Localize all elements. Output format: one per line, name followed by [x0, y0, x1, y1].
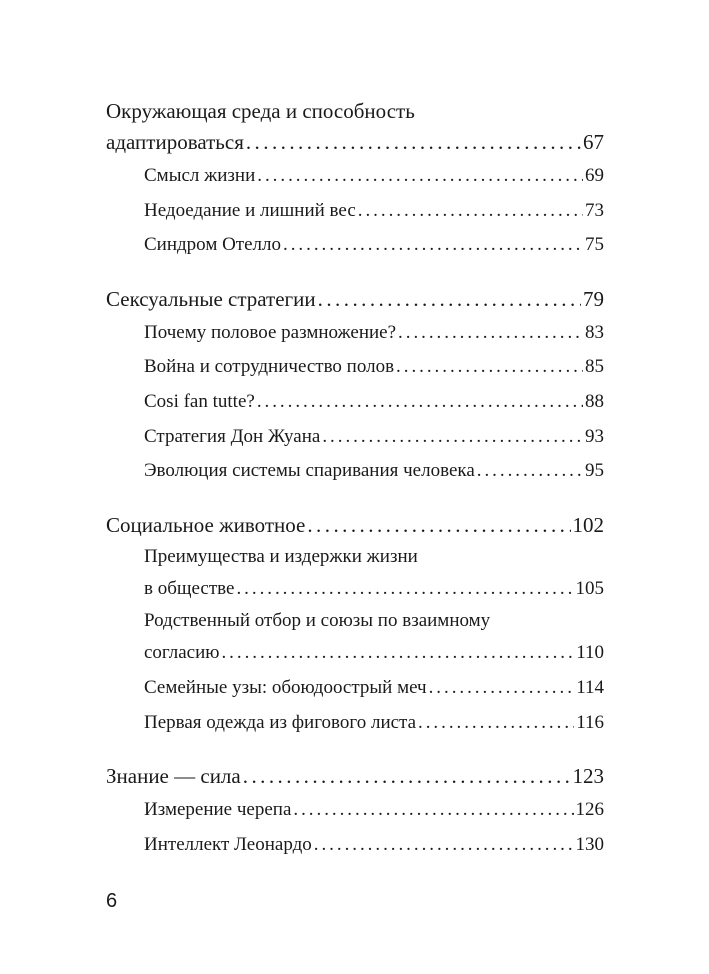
- toc-item[interactable]: [106, 350, 604, 385]
- toc-page-number: 95: [585, 460, 604, 482]
- toc-item-title: Эволюция системы спаривания человека: [144, 460, 475, 482]
- toc-item-title-line: [106, 606, 604, 636]
- toc-item-title: Смысл жизни: [144, 165, 256, 186]
- toc-chapter-entry[interactable]: [106, 126, 604, 159]
- dot-leader: [283, 228, 583, 263]
- toc-item[interactable]: [106, 636, 604, 671]
- page-number: 6: [106, 890, 118, 912]
- toc-item[interactable]: [106, 828, 604, 863]
- toc-item[interactable]: [106, 228, 604, 263]
- toc-item-title: Почему половое размножение?: [144, 321, 397, 343]
- toc-chapter-title: Сексуальные стратегии: [106, 286, 316, 311]
- toc-item-title: Семейные узы: обоюдоострый меч: [144, 676, 427, 698]
- toc-page-number: 88: [585, 390, 604, 412]
- dot-leader: [307, 509, 570, 542]
- toc-item[interactable]: [106, 194, 604, 229]
- toc-page-number: 105: [575, 577, 604, 599]
- dot-leader: [396, 350, 583, 385]
- toc-item-title: Преимущества и издержки жизни: [144, 545, 418, 567]
- table-of-contents: [106, 96, 604, 882]
- toc-item[interactable]: [106, 420, 604, 455]
- toc-item[interactable]: [106, 671, 604, 706]
- toc-item[interactable]: [106, 793, 604, 828]
- toc-section-environment: [106, 96, 604, 263]
- dot-leader: [314, 828, 574, 863]
- toc-item-title: Родственный отбор и союзы по взаимному: [144, 610, 491, 632]
- dot-leader: [318, 283, 581, 316]
- toc-page-number: 93: [585, 425, 604, 447]
- toc-item-title: Недоедание и лишний вес: [144, 199, 356, 221]
- toc-item-title: Измерение черепа: [144, 799, 292, 821]
- toc-section-knowledge: [106, 760, 604, 862]
- toc-page-number: 116: [576, 711, 604, 733]
- toc-page-number: 67: [583, 130, 604, 154]
- toc-page-number: 110: [576, 642, 604, 664]
- toc-page-number: 114: [576, 676, 604, 698]
- toc-item[interactable]: [106, 572, 604, 607]
- toc-page-number: 85: [585, 356, 604, 378]
- toc-item[interactable]: [106, 706, 604, 741]
- toc-page-number: 123: [572, 764, 604, 789]
- toc-item[interactable]: [106, 454, 604, 489]
- toc-item-title: Интеллект Леонардо: [144, 833, 312, 855]
- toc-chapter-title-cont: адаптироваться: [106, 130, 244, 154]
- toc-page-number: 73: [585, 199, 604, 221]
- toc-item-title-cont: в обществе: [144, 577, 235, 599]
- dot-leader: [293, 793, 573, 828]
- toc-section-social-animal: [106, 509, 604, 740]
- toc-page-number: 69: [585, 165, 604, 186]
- toc-page-number: 102: [572, 512, 604, 537]
- toc-page-number: 130: [575, 833, 604, 855]
- toc-item-title: Первая одежда из фигового листа: [144, 711, 417, 733]
- toc-item-title: Стратегия Дон Жуана: [144, 425, 321, 447]
- dot-leader: [429, 671, 575, 706]
- toc-chapter-title: Знание — сила: [106, 764, 241, 789]
- toc-item-title: Синдром Отелло: [144, 234, 282, 256]
- toc-page-number: 83: [585, 321, 604, 343]
- toc-page-number: 126: [575, 799, 604, 821]
- toc-item[interactable]: [106, 159, 604, 194]
- toc-item-title-line: [106, 542, 604, 572]
- dot-leader: [358, 194, 583, 229]
- dot-leader: [322, 420, 583, 455]
- toc-item-title-cont: согласию: [144, 642, 220, 664]
- toc-item[interactable]: [106, 385, 604, 420]
- toc-page-number: 75: [585, 234, 604, 256]
- toc-chapter-title-line: [106, 96, 604, 126]
- dot-leader: [257, 159, 583, 194]
- toc-item-title: Cosi fan tutte?: [144, 390, 255, 412]
- dot-leader: [243, 760, 571, 793]
- toc-chapter-entry[interactable]: [106, 283, 604, 316]
- toc-section-sexual-strategies: [106, 283, 604, 489]
- dot-leader: [398, 316, 583, 351]
- dot-leader: [221, 636, 574, 671]
- toc-chapter-title: Социальное животное: [106, 512, 306, 537]
- dot-leader: [246, 126, 581, 159]
- dot-leader: [477, 454, 583, 489]
- toc-page-number: 79: [583, 286, 604, 311]
- toc-item-title: Война и сотрудничество полов: [144, 356, 395, 378]
- dot-leader: [236, 572, 573, 607]
- dot-leader: [257, 385, 583, 420]
- dot-leader: [418, 706, 574, 741]
- toc-item[interactable]: [106, 316, 604, 351]
- toc-chapter-entry[interactable]: [106, 760, 604, 793]
- toc-chapter-title: Окружающая среда и способность: [106, 99, 415, 123]
- toc-chapter-entry[interactable]: [106, 509, 604, 542]
